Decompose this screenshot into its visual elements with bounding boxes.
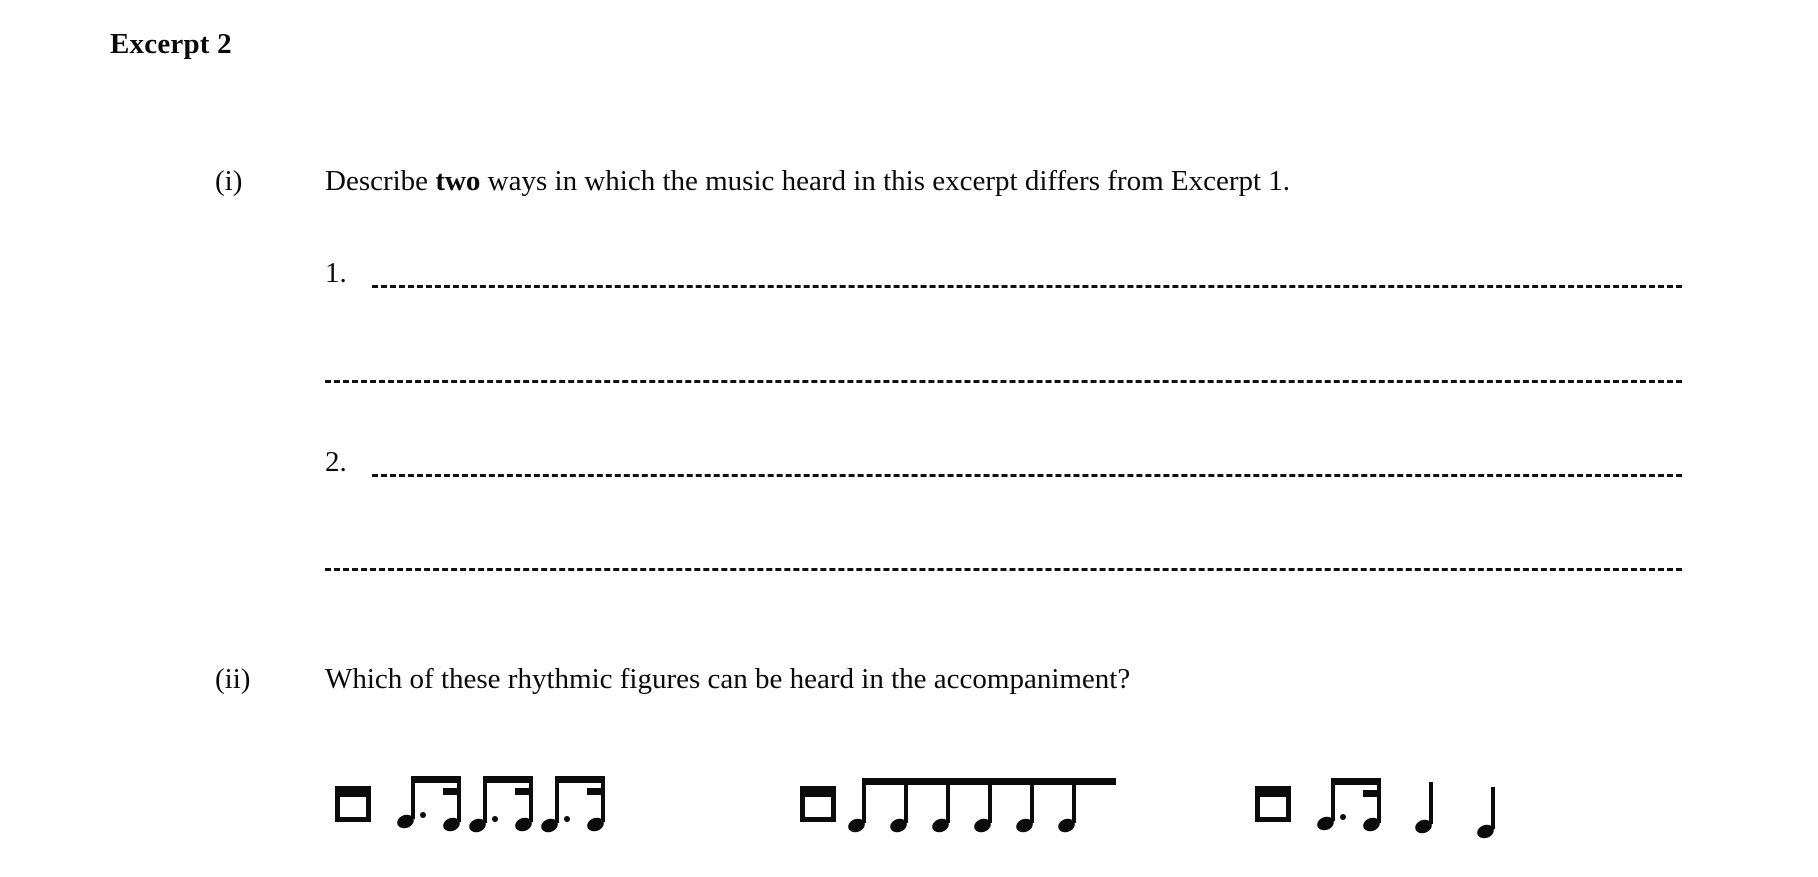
answer-line-2a[interactable] [372, 474, 1682, 477]
answer-line-1b[interactable] [325, 380, 1682, 383]
question-marker-i: (i) [215, 165, 243, 197]
eighth-stem [904, 778, 908, 823]
eighth-stem [862, 778, 866, 823]
question-text-i-part2: ways in which the music heard in this excerpt differs from Excerpt 1. [480, 165, 1291, 197]
rhythm-option-c[interactable] [1255, 770, 1555, 840]
beam-primary [411, 776, 461, 783]
question-text-i-part1: Describe [325, 165, 436, 197]
beam-secondary [587, 788, 605, 795]
augmentation-dot [1340, 814, 1346, 820]
quarter-stem [1491, 787, 1495, 829]
answer-label-2: 2. [325, 446, 347, 478]
beam-primary [1331, 778, 1381, 785]
dotted-eighth-stem [555, 780, 559, 823]
augmentation-dot [492, 816, 498, 822]
answer-label-1: 1. [325, 257, 347, 289]
augmentation-dot [420, 812, 426, 818]
beam-secondary [443, 788, 461, 795]
question-text-ii: Which of these rhythmic figures can be heard in the accompaniment? [325, 663, 1131, 695]
eighth-stem [1030, 778, 1034, 823]
eighth-stem [1072, 778, 1076, 823]
answer-line-2b[interactable] [325, 568, 1682, 571]
quarter-rest-icon [800, 786, 836, 822]
rhythm-option-a[interactable] [335, 770, 675, 840]
beam-secondary [1363, 790, 1381, 797]
eighth-stem [946, 778, 950, 823]
quarter-stem [1429, 782, 1433, 824]
rhythm-option-b[interactable] [800, 770, 1100, 840]
beam-primary [555, 776, 605, 783]
quarter-rest-icon [335, 786, 371, 822]
beam-secondary [515, 788, 533, 795]
augmentation-dot [564, 816, 570, 822]
page-title: Excerpt 2 [110, 28, 232, 60]
dotted-eighth-stem [483, 780, 487, 823]
answer-line-1a[interactable] [372, 285, 1682, 288]
question-text-i [325, 165, 1290, 198]
question-marker-ii: (ii) [215, 663, 251, 695]
eighth-stem [988, 778, 992, 823]
beam-primary [483, 776, 533, 783]
quarter-rest-icon [1255, 786, 1291, 822]
question-text-i-bold: two [435, 165, 481, 197]
